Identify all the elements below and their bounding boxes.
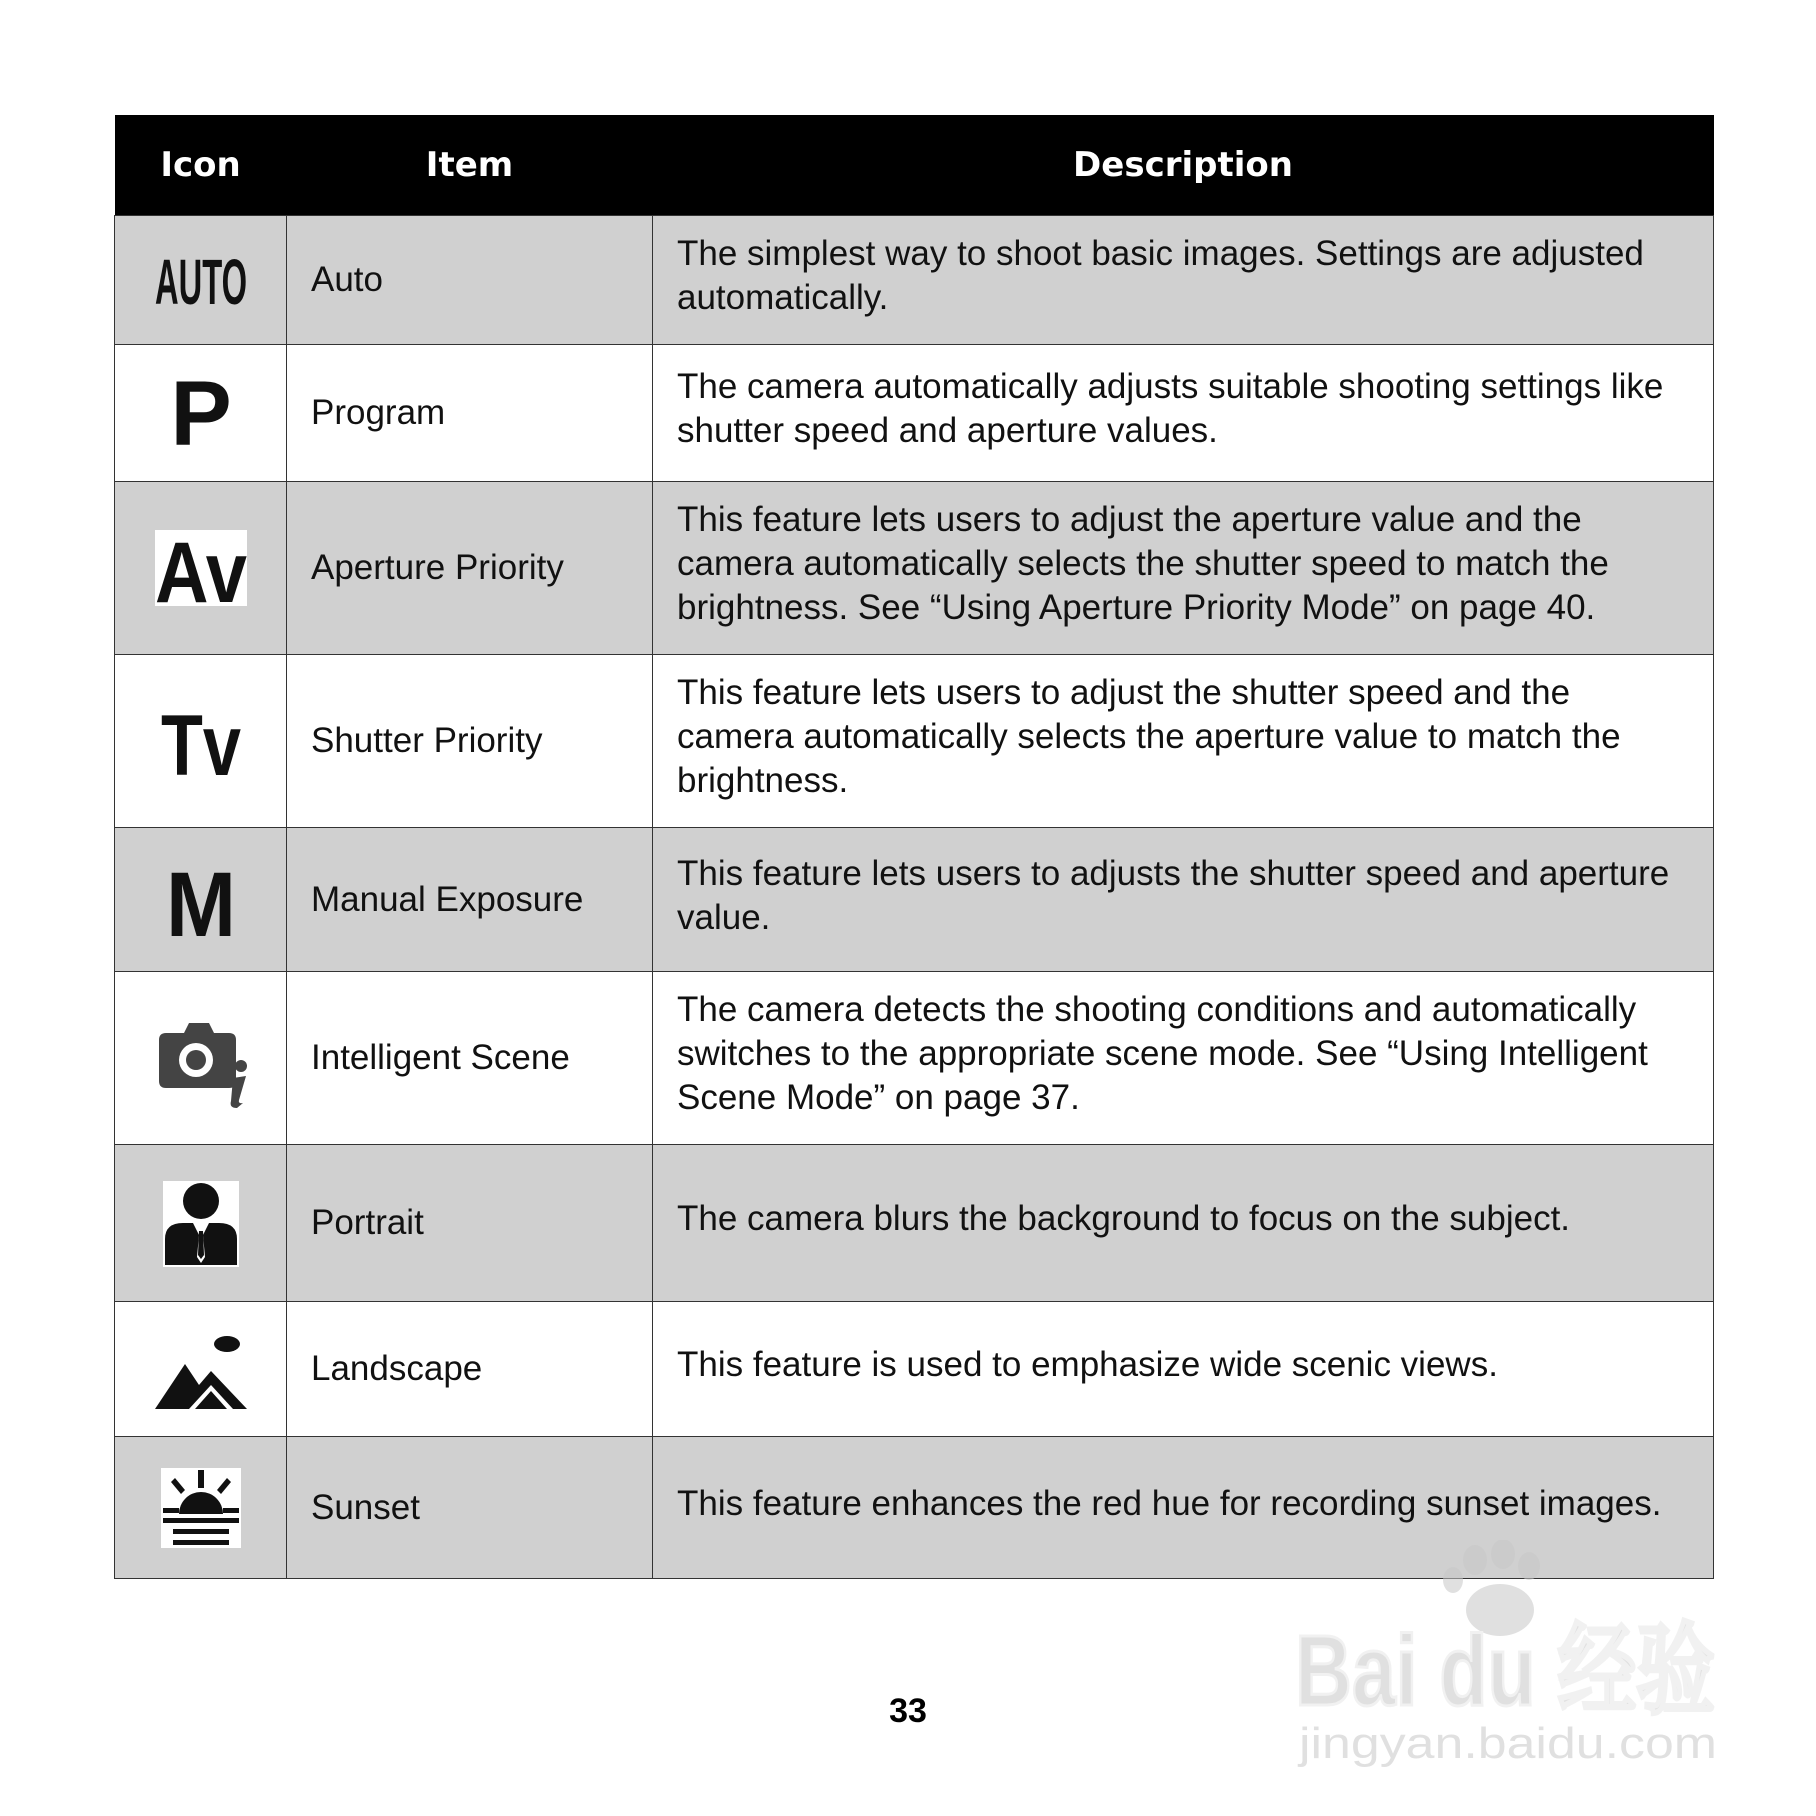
icon-cell [115,1145,287,1302]
camera-mode-table [114,115,1714,1579]
table-row [115,828,1714,972]
table-row [115,482,1714,655]
item-cell: Sunset [287,1437,653,1579]
page-number: 33 [889,1692,927,1730]
header-description: Description [653,115,1714,216]
description-cell: This feature lets users to adjust the shutter speed and the camera automatically selects the aperture value to match the brightness. [653,655,1714,828]
description-cell: The camera automatically adjusts suitable shooting settings like shutter speed and aperture values. [653,345,1714,482]
item-cell: Aperture Priority [287,482,653,655]
item-cell: Intelligent Scene [287,972,653,1145]
landscape-icon [151,1319,251,1419]
table-row [115,345,1714,482]
manual-icon-label: M [165,853,236,950]
icon-cell [115,655,287,828]
table-row [115,1302,1714,1437]
baidu-watermark [1285,1540,1735,1770]
icon-cell [115,1302,287,1437]
item-cell: Shutter Priority [287,655,653,828]
icon-cell [115,1437,287,1579]
shutter-priority-icon [151,691,251,791]
item-cell: Program [287,345,653,482]
manual-exposure-icon [151,850,251,950]
table-row [115,216,1714,345]
item-cell: Portrait [287,1145,653,1302]
watermark-url: jingyan.baidu.com [1296,1719,1717,1768]
intelligent-scene-camera-icon [151,1008,251,1108]
description-cell: The camera detects the shooting conditions and automatically switches to the appropriate scene mode. See “Using Intelligent Scene Mode” on page 37. [653,972,1714,1145]
aperture-icon-label: Av [154,525,247,618]
sunset-icon [151,1458,251,1558]
portrait-icon [151,1173,251,1273]
header-item: Item [287,115,653,216]
aperture-priority-icon [151,518,251,618]
description-cell: The camera blurs the background to focus on the subject. [653,1145,1714,1302]
icon-cell [115,482,287,655]
icon-cell [115,972,287,1145]
description-cell: This feature lets users to adjust the aperture value and the camera automatically selects the shutter speed to match the brightness. See “Using Aperture Priority Mode” on page 40. [653,482,1714,655]
header-icon: Icon [115,115,287,216]
item-cell: Landscape [287,1302,653,1437]
watermark-brand: Bai du 经验 [1295,1615,1715,1727]
program-mode-icon [151,363,251,463]
table-header-row [115,115,1714,216]
icon-cell [115,345,287,482]
auto-mode-icon [151,230,251,330]
item-cell: Manual Exposure [287,828,653,972]
program-icon-label: P [169,363,232,463]
table-row [115,972,1714,1145]
auto-icon-label: AUTO [154,246,247,318]
icon-cell [115,828,287,972]
description-cell: This feature lets users to adjusts the shutter speed and aperture value. [653,828,1714,972]
shutter-icon-label: Tv [160,698,241,791]
table-row [115,1145,1714,1302]
icon-cell [115,216,287,345]
item-cell: Auto [287,216,653,345]
description-cell: This feature enhances the red hue for recording sunset images. [653,1437,1714,1579]
table-row [115,655,1714,828]
description-cell: This feature is used to emphasize wide scenic views. [653,1302,1714,1437]
description-cell: The simplest way to shoot basic images. Settings are adjusted automatically. [653,216,1714,345]
